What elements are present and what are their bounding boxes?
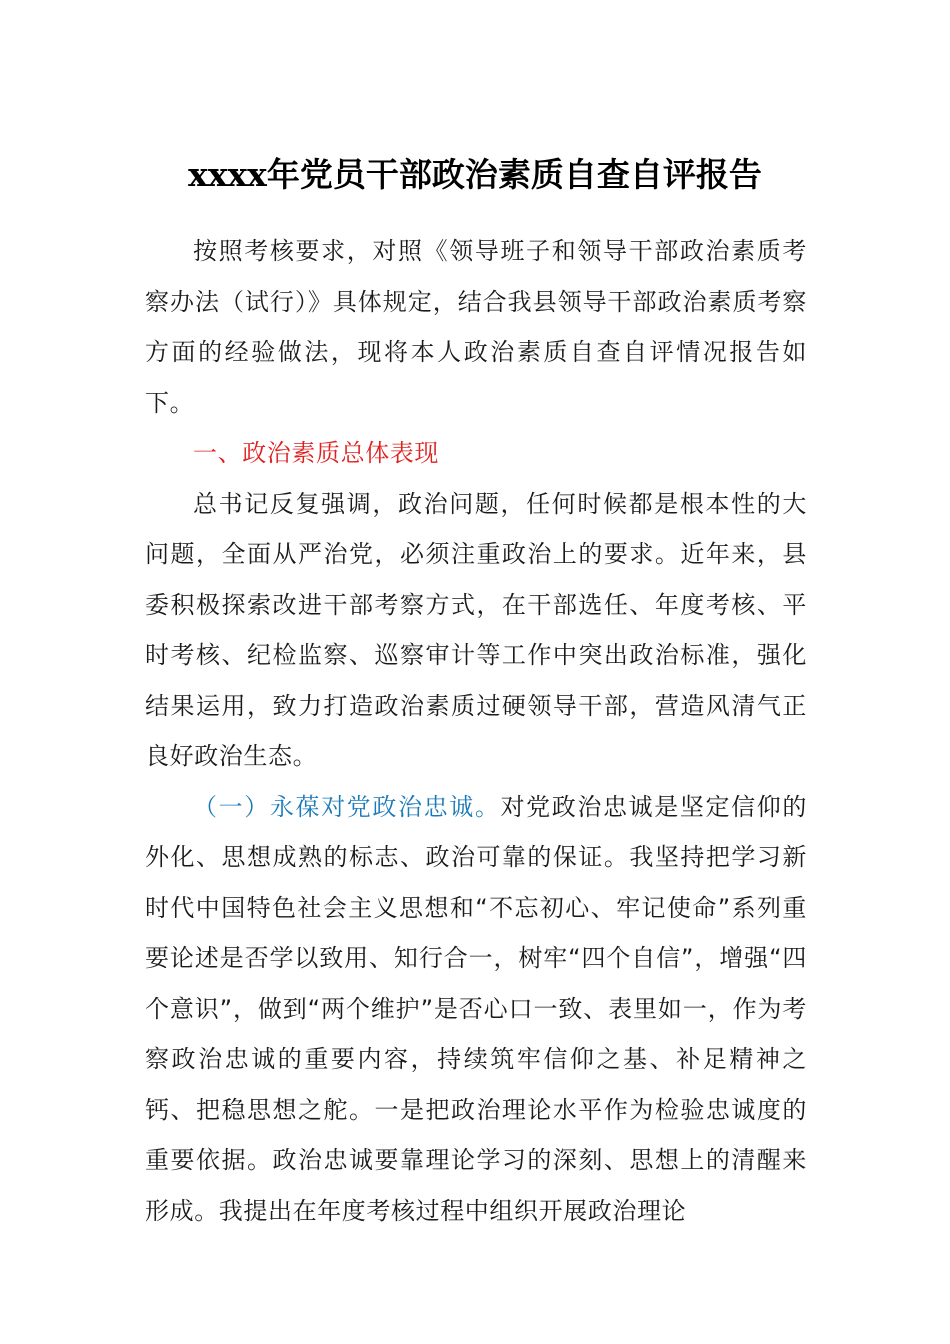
subsection-heading-1: （一）永葆对党政治忠诚。 [193,792,501,821]
document-title: xxxx年党员干部政治素质自查自评报告 [188,155,762,194]
section-1-paragraph: 总书记反复强调，政治问题，任何时候都是根本性的大问题，全面从严治党，必须注重政治上的要求。近年来，县委积极探索改进干部考察方式，在干部选任、年度考核、平时考核、纪检监察、巡察审计等工作中突出政治标准，强化结果运用，致力打造政治素质过硬领导干部，营造风清气正良好政治生态。 [145,489,807,770]
intro-paragraph: 按照考核要求，对照《领导班子和领导干部政治素质考察办法（试行）》具体规定，结合我县领导干部政治素质考察方面的经验做法，现将本人政治素质自查自评情况报告如下。 [145,237,807,417]
section-heading-1: 一、政治素质总体表现 [193,439,439,467]
subsection-1-paragraph [145,782,807,1237]
subsection-1-text: 对党政治忠诚是坚定信仰的外化、思想成熟的标志、政治可靠的保证。我坚持把学习新时代中国特色社会主义思想和“不忘初心、牢记使命”系列重要论述是否学以致用、知行合一，树牢“四个自信”，增强“四个意识”，做到“两个维护”是否心口一致、表里如一，作为考察政治忠诚的重要内容，持续筑牢信仰之基、补足精神之钙、把稳思想之舵。一是把政治理论水平作为检验忠诚度的重要依据。政治忠诚要靠理论学习的深刻、思想上的清醒来形成。我提出在年度考核过程中组织开展政治理论 [145,792,807,1225]
document-body [145,226,807,1236]
